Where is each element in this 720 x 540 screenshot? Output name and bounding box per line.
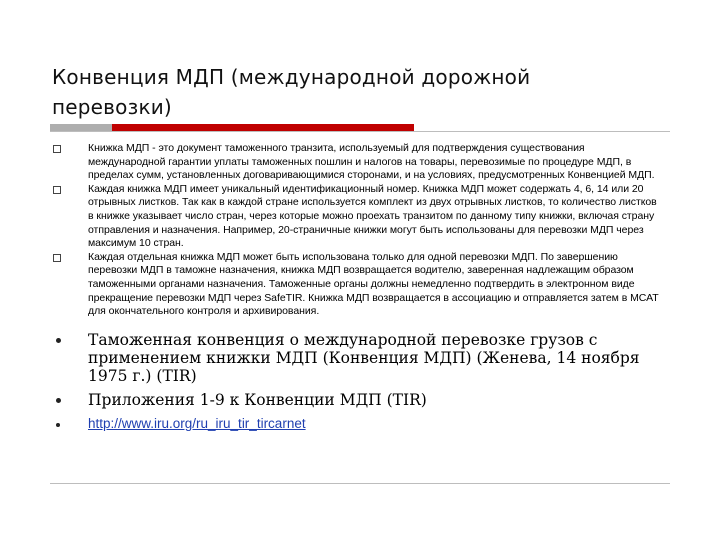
list-item-carnet-definition [50, 142, 670, 183]
round-bullet-icon [56, 338, 61, 343]
round-bullet-icon [56, 423, 60, 427]
list-item-carnet-number [50, 183, 670, 251]
iru-tir-link[interactable]: http://www.iru.org/ru_iru_tir_tircarnet [88, 415, 306, 431]
list-item-carnet-usage [50, 251, 670, 319]
slide-title: Конвенция МДП (международной дорожной перевозки) [52, 65, 531, 119]
list-item-text: Приложения 1-9 к Конвенции МДП (TIR) [88, 390, 427, 409]
square-bullet-icon [53, 145, 61, 153]
bullet-list [50, 142, 670, 433]
square-bullet-icon [53, 186, 61, 194]
list-item-text: Каждая книжка МДП имеет уникальный идентификационный номер. Книжка МДП может содержать 4, 6, 14 или 20 отрывных листков. Так как в каждой стране используется комплект из двух отрывных листков, то количество листков в книжке указывает число стран, через которые можно проехать транзитом по данному типу книжки, включая страну отправления и назначения. Например, 20-страничные книжки могут быть использованы для перевозки МДП через максимум 10 стран. [88, 182, 657, 250]
list-item-link [50, 415, 670, 433]
content-divider-top [50, 131, 670, 132]
list-item-text: Таможенная конвенция о международной перевозке грузов с применением книжки МДП (Конвенция МДП) (Женева, 14 ноября 1975 г.) (TIR) [88, 330, 640, 385]
round-bullet-icon [56, 398, 61, 403]
list-item-text: Книжка МДП - это документ таможенного транзита, используемый для подтверждения существования международной гарантии уплаты таможенных пошлин и налогов на товары, перевозимые по процедуре МДП, в пределах сумм, установленных договаривающимися сторонами, и на условиях, предусмотренных Конвенцией МДП. [88, 142, 655, 182]
list-item-annexes [50, 391, 670, 409]
title-underline-red [112, 124, 414, 131]
list-item-text: Каждая отдельная книжка МДП может быть использована только для одной перевозки МДП. По завершению перевозки МДП в таможне назначения, книжка МДП возвращается водителю, заверенная надлежащим образом таможенными органами назначения. Таможенные органы должны немедленно подтвердить в электронном виде прекращение перевозки МДП через SafeTIR. Книжка МДП возвращается в ассоциацию и отправляется затем в МСАТ для окончательного контроля и архивирования. [88, 250, 659, 318]
content-divider-bottom [50, 483, 670, 484]
title-underline-gray [50, 124, 112, 131]
square-bullet-icon [53, 254, 61, 262]
title-underline [50, 124, 414, 131]
list-item-convention [50, 331, 670, 385]
